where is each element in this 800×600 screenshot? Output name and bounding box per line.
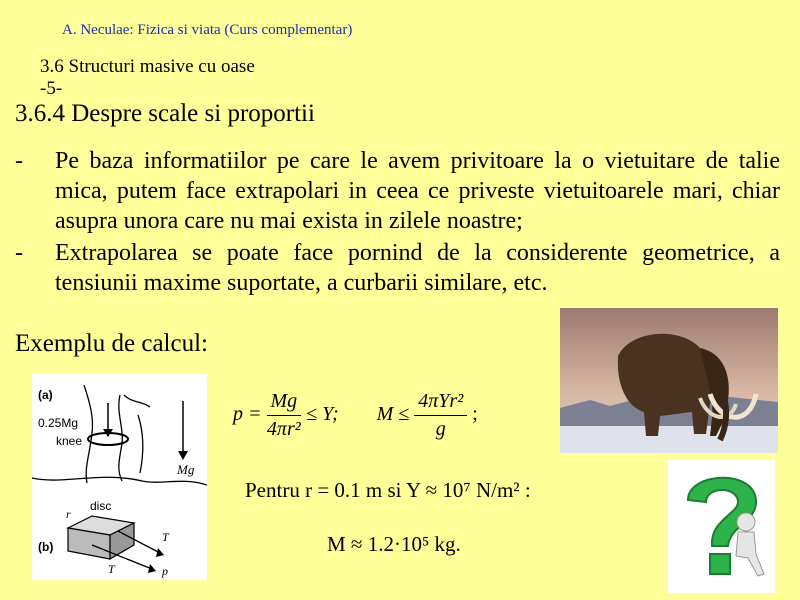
course-header: A. Neculae: Fizica si viata (Curs complementar) xyxy=(62,22,353,38)
bullet-marker: - xyxy=(15,240,23,266)
m-denominator: g xyxy=(435,418,446,440)
bullet-item xyxy=(15,146,780,236)
section-title: 3.6 Structuri masive cu oase xyxy=(40,56,255,77)
result-formula: M ≈ 1.2·10⁵ kg. xyxy=(327,532,461,556)
p-fraction xyxy=(267,390,302,441)
load-label: 0.25Mg xyxy=(38,416,79,430)
bullet-text: Pe baza informatiilor pe care le avem privitoare la o vietuitare de talie mica, putem face extrapolari in ceea ce priveste vietuitoarele mari, chiar asupra unora care nu mai exista in zilele noastre; xyxy=(55,148,780,234)
p-denominator: 4πr² xyxy=(266,418,301,440)
weight-label: Mg xyxy=(177,462,195,477)
subsection-title: 3.6.4 Despre scale si proportii xyxy=(15,100,315,127)
m-numerator: 4πYr² xyxy=(414,390,467,416)
m-lhs: M ≤ xyxy=(376,403,410,426)
p-lhs: p = xyxy=(233,403,262,426)
section-block xyxy=(40,56,255,100)
figure-drawing xyxy=(32,373,207,580)
mammoth-photo xyxy=(560,308,778,453)
m-fraction xyxy=(414,390,467,441)
bullet-item xyxy=(15,238,780,298)
bullet-list xyxy=(15,146,780,300)
r-label: r xyxy=(66,507,71,521)
example-label: Exemplu de calcul: xyxy=(15,330,208,357)
m-rhs: ; xyxy=(472,403,478,426)
figure-label-b: (b) xyxy=(38,540,54,554)
t-label-top: T xyxy=(162,530,169,544)
question-mark-figure xyxy=(668,460,775,593)
question-mark-icon xyxy=(668,460,775,593)
bullet-marker: - xyxy=(15,148,23,174)
condition-formula: Pentru r = 0.1 m si Y ≈ 10⁷ N/m² : xyxy=(245,478,531,502)
figure-label-a: (a) xyxy=(38,388,53,402)
bullet-text: Extrapolarea se poate face pornind de la considerente geometrice, a tensiunii maxime suportate, a curbarii similare, etc. xyxy=(55,240,780,296)
p-rhs: ≤ Y; xyxy=(306,403,339,426)
pressure-formula-row xyxy=(233,390,533,460)
t-label-bottom: T xyxy=(108,562,115,576)
mammoth-illustration xyxy=(560,308,778,453)
page-number: -5- xyxy=(40,78,63,99)
disc-label: disc xyxy=(90,499,112,513)
p-label: p xyxy=(162,564,168,578)
knee-label: knee xyxy=(56,434,83,448)
p-numerator: Mg xyxy=(267,390,302,416)
knee-disc-figure xyxy=(32,373,207,580)
